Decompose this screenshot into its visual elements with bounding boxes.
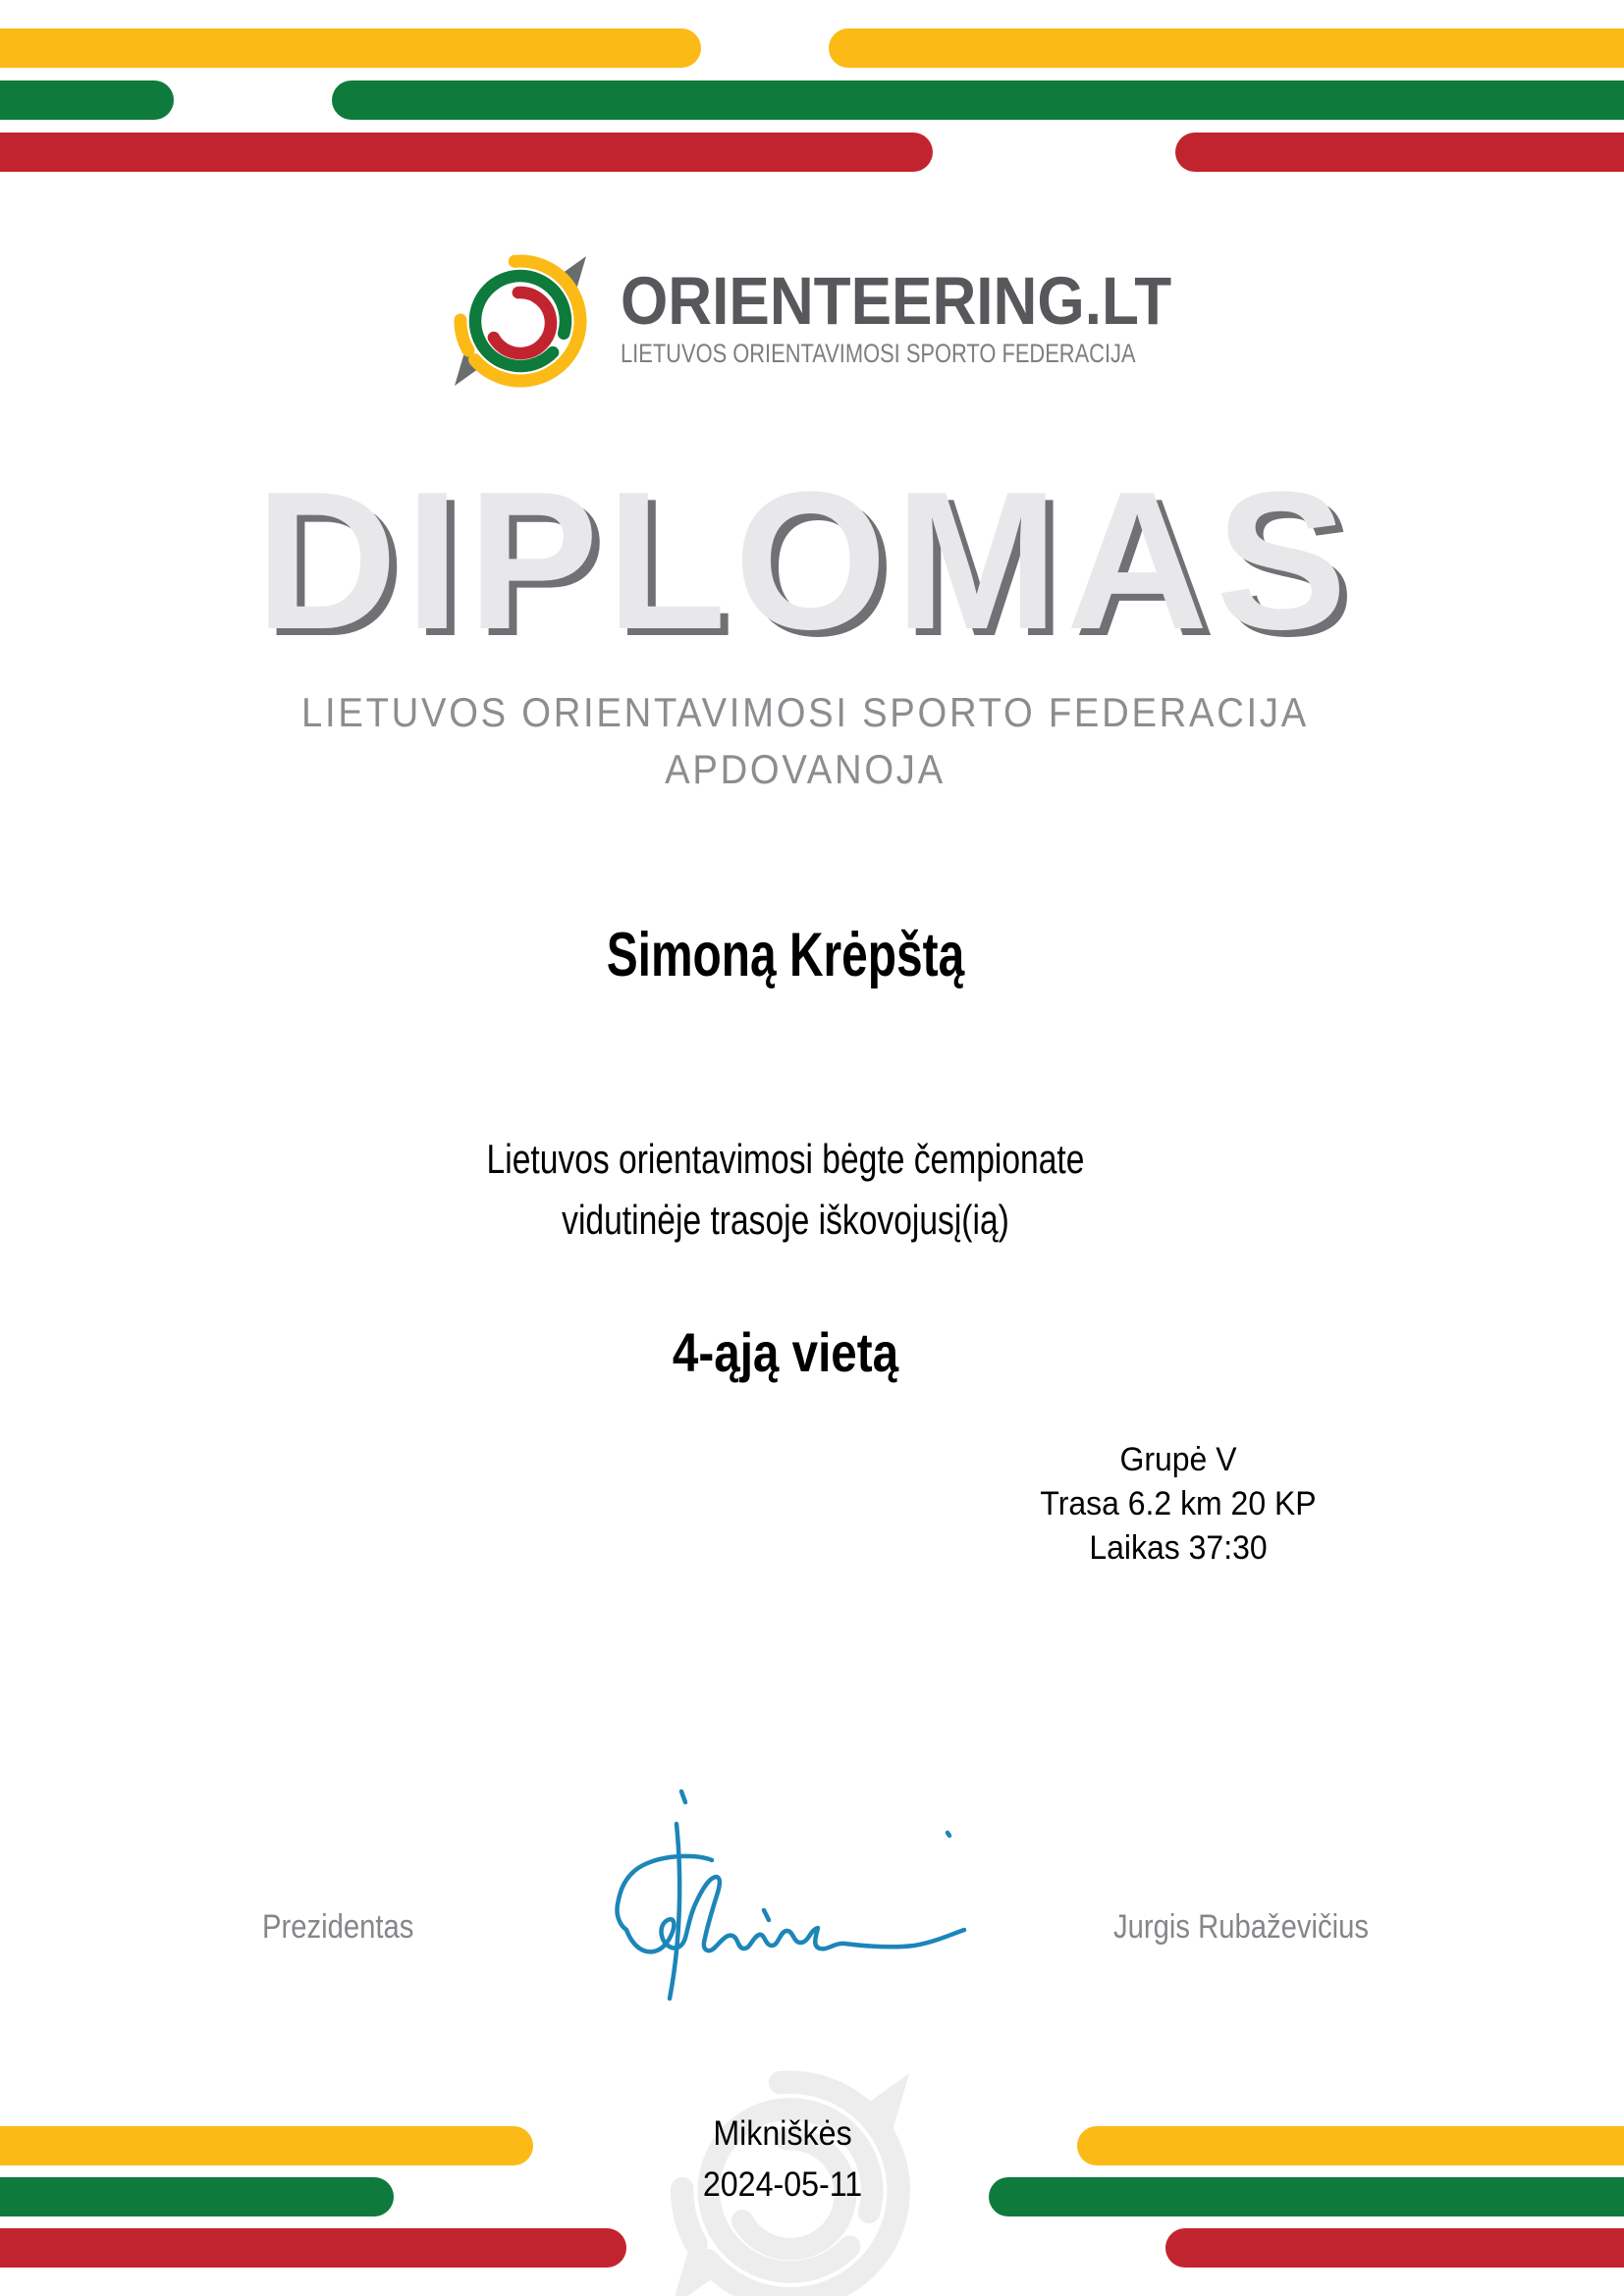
signature-scrawl [617, 1856, 964, 1952]
flag-stripe-yellow [0, 28, 701, 68]
flag-stripe-yellow [829, 28, 1624, 68]
flag-stripe-red [1175, 133, 1624, 172]
results-time: Laikas 37:30 [1089, 1529, 1268, 1567]
results-block [901, 1438, 1455, 1571]
flag-stripe-green [0, 80, 174, 120]
achievement-place: 4-ąją vietą [672, 1321, 899, 1383]
flag-stripe-red [0, 2228, 626, 2268]
awarding-line-1: LIETUVOS ORIENTAVIMOSI SPORTO FEDERACIJA [301, 689, 1309, 735]
flag-stripe-green [332, 80, 1624, 120]
logo-title: ORIENTEERING.LT [621, 263, 1172, 339]
signature-dot [947, 1833, 949, 1836]
recipient-name: Simoną Krėpštą [606, 921, 965, 989]
logo-subtitle: LIETUVOS ORIENTAVIMOSI SPORTO FEDERACIJA [621, 339, 1136, 368]
event-location: Mikniškės [713, 2114, 852, 2153]
signature-accent [764, 1910, 769, 1920]
signature-vertical-stroke [670, 1824, 679, 1999]
signer-name: Jurgis Rubaževičius [1113, 1908, 1370, 1946]
signer-role-label: Prezidentas [262, 1908, 414, 1946]
event-date: 2024-05-11 [702, 2165, 863, 2204]
flag-stripe-red [1165, 2228, 1624, 2268]
flag-stripe-red [0, 133, 933, 172]
signature-tick [681, 1791, 685, 1802]
awarding-line-2: APDOVANOJA [665, 746, 946, 792]
diploma-title: DIPLOMAS [255, 452, 1355, 670]
achievement-line-1: Lietuvos orientavimosi bėgte čempionate [486, 1136, 1085, 1182]
compass-logo-icon [439, 252, 602, 415]
results-course: Trasa 6.2 km 20 KP [1040, 1485, 1317, 1522]
results-group: Grupė V [1119, 1441, 1237, 1478]
achievement-line-2: vidutinėje trasoje iškovojusį(ią) [562, 1197, 1009, 1243]
signature-image [587, 1765, 980, 2015]
